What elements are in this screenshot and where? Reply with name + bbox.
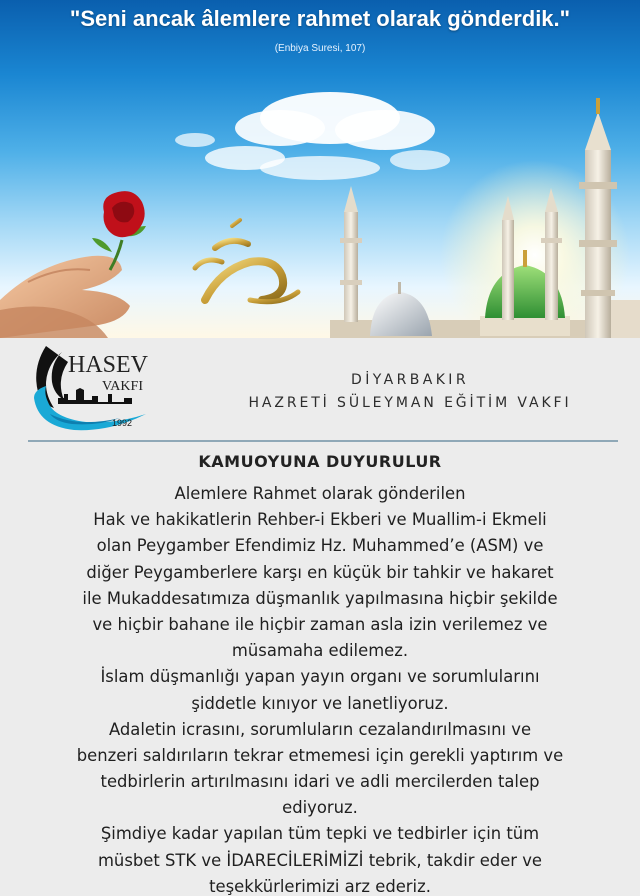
notice-line: ediyoruz. — [282, 798, 358, 818]
notice-line: Şimdiye kadar yapılan tüm tepki ve tedbirler için tüm — [100, 824, 540, 844]
notice-line: şiddetle kınıyor ve lanetliyoruz. — [191, 693, 449, 713]
clouds — [175, 92, 450, 180]
foundation-name: HAZRETİ SÜLEYMAN EĞİTİM VAKFI — [248, 395, 572, 411]
minaret-left — [340, 186, 362, 322]
logo-year: 1992 — [112, 418, 133, 428]
notice-line: Hak ve hakikatlerin Rehber-i Ekberi ve Muallim-i Ekmeli — [93, 510, 547, 530]
logo-name: HASEV — [68, 352, 149, 378]
foundation-logo — [28, 344, 168, 436]
notice-line: teşekkürlerimizi arz ederiz. — [209, 876, 431, 896]
foundation-city: DİYARBAKIR — [351, 372, 469, 388]
quote-text: "Seni ancak âlemlere rahmet olarak gönderdik." — [69, 6, 571, 31]
logo-subtitle: VAKFI — [102, 379, 143, 394]
notice-line: benzeri saldırıların tekrar etmemesi için gerekli yaptırım ve — [76, 745, 564, 765]
banner-image — [0, 0, 640, 338]
calligraphy-emblem — [195, 220, 298, 302]
notice-line: olan Peygamber Efendimiz Hz. Muhammed’e (ASM) ve — [96, 536, 544, 556]
notice-line: diğer Peygamberlere karşı en küçük bir tahkir ve hakaret — [86, 562, 554, 582]
notice-body — [10, 481, 630, 896]
notice-line: Alemlere Rahmet olarak gönderilen — [174, 484, 466, 503]
notice-line: ve hiçbir bahane ile hiçbir zaman asla izin verilemez ve — [92, 614, 548, 634]
minaret-near — [502, 196, 514, 320]
quote-source: (Enbiya Suresi, 107) — [274, 43, 366, 54]
notice-line: ile Mukaddesatımıza düşmanlık yapılmasına hiçbir şekilde — [82, 588, 558, 608]
notice-title: KAMUOYUNA DUYURULUR — [198, 452, 442, 471]
notice-line: İslam düşmanlığı yapan yayın organı ve sorumlularını — [100, 667, 540, 687]
notice-line: tedbirlerin artırılmasını idari ve adli mercilerden talep — [100, 772, 540, 792]
header-divider — [28, 440, 618, 442]
silver-dome — [370, 282, 432, 336]
notice-line: Adaletin icrasını, sorumluların cezalandırılmasını ve — [108, 719, 532, 739]
notice-line: müsamaha edilemez. — [231, 641, 409, 661]
notice-line: müsbet STK ve İDARECİLERİMİZİ tebrik, takdir eder ve — [97, 850, 543, 870]
